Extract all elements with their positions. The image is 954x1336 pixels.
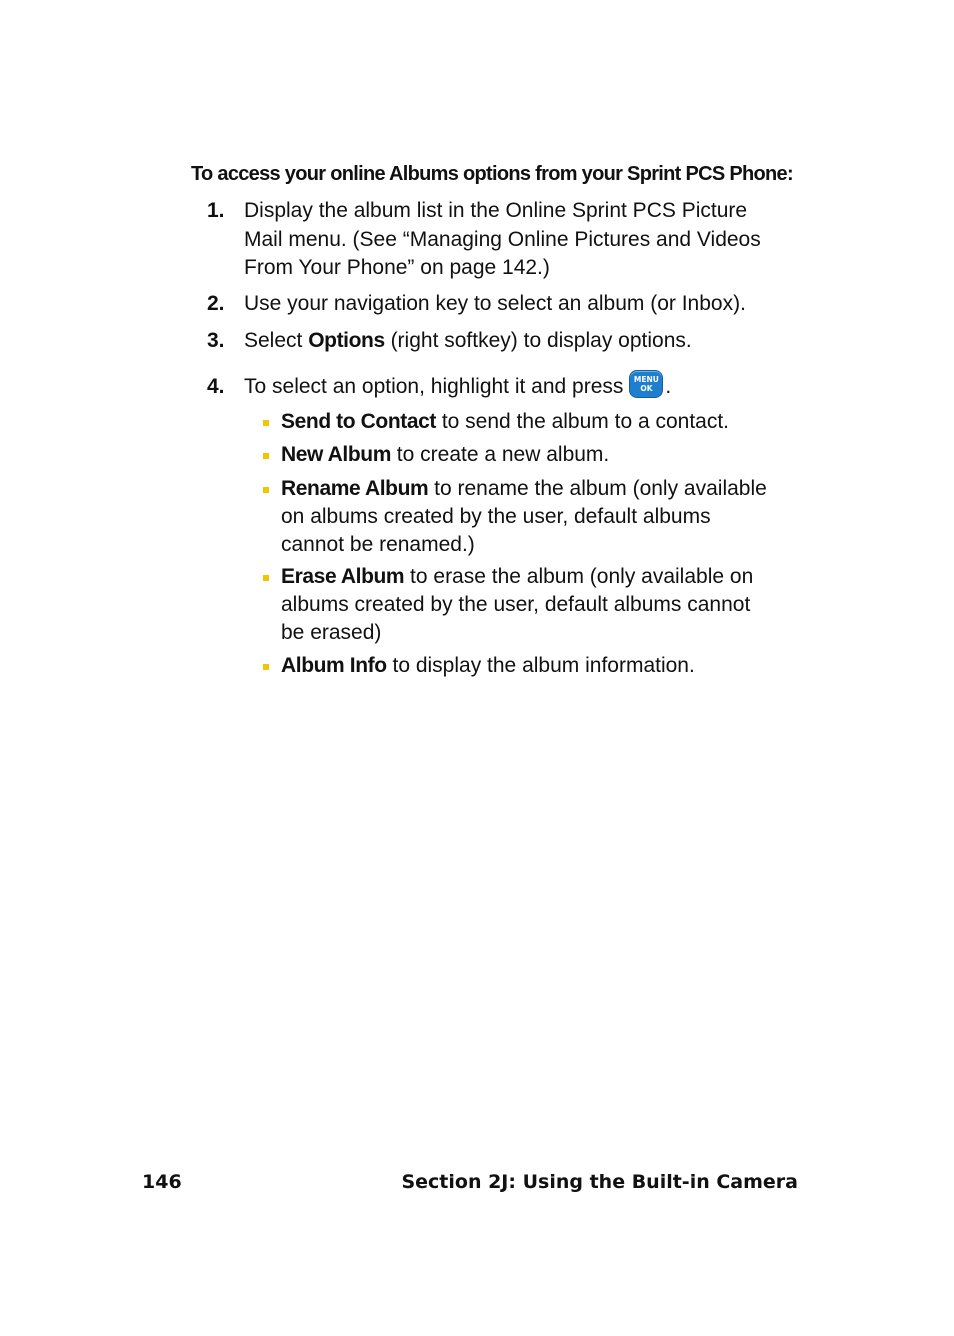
step-text-pre: Select [244,329,309,352]
option-name: Album Info [281,654,387,677]
step-text-line: Mail menu. (See “Managing Online Pictures and Videos [244,227,761,251]
step-text-post: (right softkey) to display options. [384,329,692,352]
option-name: Rename Album [281,477,429,500]
option-name: Send to Contact [281,410,436,433]
option-new-album [262,441,792,469]
bullet-square-icon [263,487,269,493]
menu-key-label: MENU [633,375,659,385]
option-text [281,441,792,469]
step-4 [207,373,797,402]
step-text-line: Display the album list in the Online Sprint PCS Picture [244,199,748,222]
step-3 [207,327,797,356]
section-title: Section 2J: Using the Built-in Camera [401,1171,798,1193]
bullet-square-icon [263,420,269,426]
step-1 [207,197,797,283]
step-text-post: . [665,375,672,398]
option-name: Erase Album [281,565,405,588]
option-description: to create a new album. [390,443,610,466]
step-text-line: From Your Phone” on page 142.) [244,256,550,279]
option-album-info [262,652,792,680]
step-number: 4. [207,375,225,398]
options-softkey-label: Options [308,329,385,352]
option-erase-album [262,563,792,647]
bullet-square-icon [263,453,269,459]
option-description-line: on albums created by the user, default albums [281,505,711,528]
step-number: 2. [207,292,225,315]
page-number: 146 [142,1171,182,1193]
option-description-line: albums created by the user, default albums cannot [281,593,751,616]
option-text [281,563,792,647]
bullet-square-icon [263,664,269,670]
option-description: to display the album information. [386,654,695,677]
option-name: New Album [281,443,391,466]
step-text: Use your navigation key to select an album (or Inbox). [244,292,746,315]
option-description: to erase the album (only available on [404,565,754,588]
menu-ok-key-icon [629,370,663,398]
option-send-to-contact [262,408,792,436]
step-text [244,373,797,402]
step-2 [207,290,797,319]
option-description: to send the album to a contact. [436,410,730,433]
bullet-square-icon [263,575,269,581]
procedure-heading: To access your online Albums options from your Sprint PCS Phone: [191,163,793,185]
option-text [281,475,792,559]
option-description: to rename the album (only available [428,477,767,500]
option-description-line: be erased) [281,621,382,644]
step-text [244,327,797,356]
ok-key-label: OK [640,384,653,394]
step-text-pre: To select an option, highlight it and press [244,375,624,398]
option-text [281,652,792,680]
step-text [244,197,797,283]
step-number: 3. [207,329,225,352]
option-rename-album [262,475,792,559]
step-number: 1. [207,199,225,222]
option-text [281,408,792,436]
option-description-line: cannot be renamed.) [281,533,475,556]
